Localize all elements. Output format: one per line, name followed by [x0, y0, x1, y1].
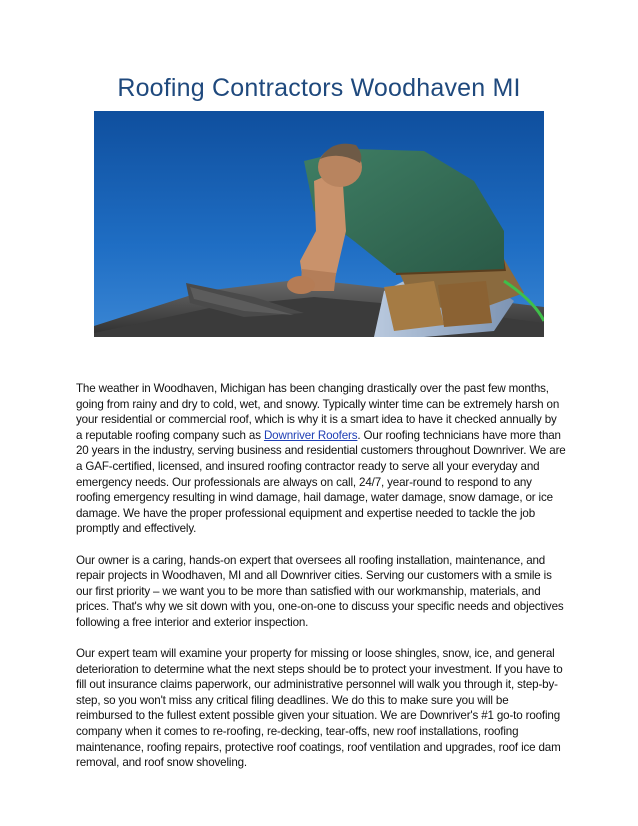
paragraph-1-text-start: The weather in Woodhaven, Michigan has been changing drastically over the past few months, going from rainy and dry to cold, wet, and snowy. Typically winter time can be extremely harsh on your residential or commercial roof, which is why it is a smart idea to have it checked annually by a reputable roofing company such as: [76, 382, 560, 442]
paragraph-1-text-end: . Our roofing technicians have more than 20 years in the industry, serving business and residential customers throughout Downriver. We are a GAF-certified, licensed, and insured roofing contractor ready to serve all your everyday and emergency needs. Our professionals are always on call, 24/7, year-round to respond to any roofing emergency resulting in wind damage, hail damage, water damage, snow damage, or ice damage. We have the proper professional equipment and expertise needed to tackle the job promptly and effectively.: [76, 428, 566, 536]
paragraph-1: [76, 381, 566, 537]
roofer-photo: [94, 111, 544, 337]
page-title: Roofing Contractors Woodhaven MI: [117, 74, 521, 102]
paragraph-3: Our expert team will examine your property for missing or loose shingles, snow, ice, and general deterioration to determine what the next steps should be to protect your investment. If you have to fill out insurance claims paperwork, our administrative personnel will walk you through it, step-by-step, so you won't miss any critical filing deadlines. We do this to make sure you will be reimbursed to the fullest extent possible given your situation. We are Downriver's #1 go-to roofing company when it comes to re-roofing, re-decking, tear-offs, new roof installations, roofing maintenance, roofing repairs, protective roof coatings, roof ventilation and upgrades, roof ice dam removal, and roof snow shoveling.: [76, 647, 563, 770]
downriver-roofers-link[interactable]: Downriver Roofers: [263, 428, 358, 442]
paragraph-2: Our owner is a caring, hands-on expert that oversees all roofing installation, maintenance, and repair projects in Woodhaven, MI and all Downriver cities. Serving our customers with a smile is our first priority – we want you to be more than satisfied with our workmanship, materials, and prices. That's why we sit down with you, one-on-one to discuss your specific needs and objectives following a free interior and exterior inspection.: [76, 553, 564, 629]
article-body: [76, 381, 566, 786]
